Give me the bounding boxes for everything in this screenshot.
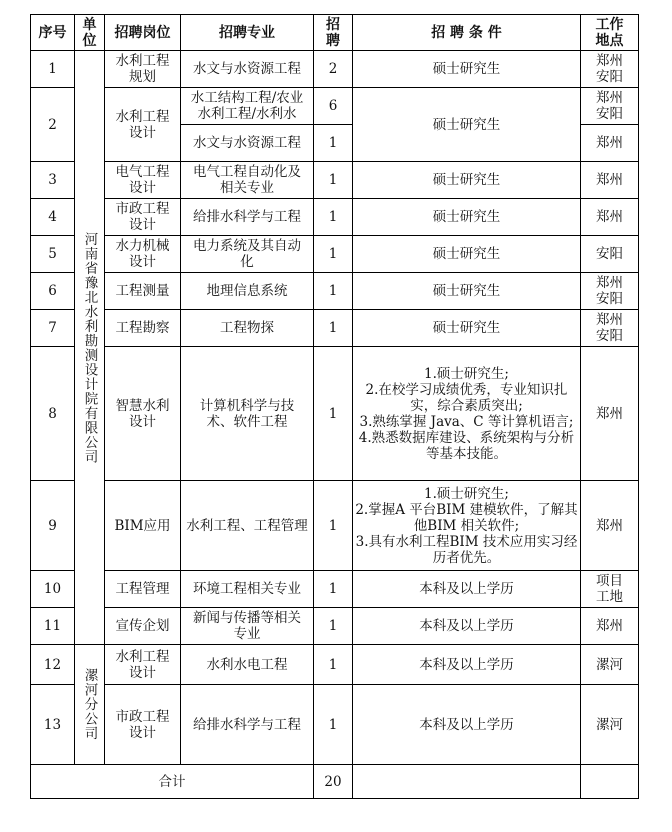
condition-line: 2.在校学习成绩优秀，专业知识扎实，综合素质突出; <box>365 381 568 414</box>
position-text: 水力机械设计 <box>115 238 170 270</box>
cell-seq: 11 <box>31 608 75 645</box>
cell-count: 6 <box>314 88 353 125</box>
cell-seq: 9 <box>31 481 75 571</box>
total-empty-conditions <box>353 765 581 799</box>
cell-major <box>181 162 314 199</box>
unit-main: 河南省豫北水利勘测设计院有限公司 <box>75 51 105 645</box>
cell-location: 郑州 <box>581 481 639 571</box>
position-text: 水利工程设计 <box>115 648 170 681</box>
position-text: 市政工程设计 <box>115 201 170 233</box>
major-text: 计算机科学与技术、软件工程 <box>199 397 295 430</box>
table-row <box>31 236 639 273</box>
cell-seq: 2 <box>31 88 75 162</box>
major-text: 电气工程自动化及相关专业 <box>193 164 301 196</box>
table-row <box>31 645 639 685</box>
header-unit <box>75 15 105 51</box>
cell-count: 1 <box>314 273 353 310</box>
header-unit-text: 单位 <box>82 16 97 49</box>
cell-conditions: 本科及以上学历 <box>353 685 581 765</box>
position-text: 智慧水利设计 <box>115 397 170 430</box>
cell-conditions <box>353 347 581 481</box>
cell-major <box>181 608 314 645</box>
cell-conditions: 硕士研究生 <box>353 236 581 273</box>
cell-location <box>581 51 639 88</box>
cell-conditions: 硕士研究生 <box>353 273 581 310</box>
table-row <box>31 685 639 765</box>
cell-position: 宣传企划 <box>105 608 181 645</box>
cell-count: 1 <box>314 571 353 608</box>
location-text: 郑州安阳 <box>596 90 623 122</box>
cell-position: 工程管理 <box>105 571 181 608</box>
condition-line: 4.熟悉数据库建设、系统架构与分析等基本技能。 <box>358 429 575 462</box>
cell-conditions: 本科及以上学历 <box>353 608 581 645</box>
cell-conditions: 硕士研究生 <box>353 88 581 162</box>
position-text: 电气工程设计 <box>115 164 170 196</box>
cell-count: 1 <box>314 236 353 273</box>
cell-seq: 12 <box>31 645 75 685</box>
cell-major: 水利工程、工程管理 <box>181 481 314 571</box>
cell-location: 安阳 <box>581 236 639 273</box>
table-row <box>31 608 639 645</box>
cell-seq: 4 <box>31 199 75 236</box>
table-header-row <box>31 15 639 51</box>
cell-seq: 13 <box>31 685 75 765</box>
position-text: 水利工程设计 <box>115 108 170 141</box>
unit-branch: 漯河分公司 <box>75 645 105 765</box>
cell-position: 工程勘察 <box>105 310 181 347</box>
cell-position <box>105 645 181 685</box>
header-location-text: 工作地点 <box>595 16 624 49</box>
cell-location: 郑州 <box>581 162 639 199</box>
cell-seq: 10 <box>31 571 75 608</box>
cell-position <box>105 162 181 199</box>
cell-seq: 8 <box>31 347 75 481</box>
header-major: 招聘专业 <box>181 15 314 51</box>
cell-position: BIM应用 <box>105 481 181 571</box>
cell-location: 漯河 <box>581 645 639 685</box>
cell-location: 郑州 <box>581 125 639 162</box>
header-conditions: 招 聘 条 件 <box>353 15 581 51</box>
header-count <box>314 15 353 51</box>
location-text: 郑州安阳 <box>596 312 623 344</box>
cell-major <box>181 347 314 481</box>
header-count-text: 招聘 <box>326 16 340 49</box>
cell-conditions: 硕士研究生 <box>353 199 581 236</box>
cell-count: 2 <box>314 51 353 88</box>
cell-seq: 7 <box>31 310 75 347</box>
cell-major: 给排水科学与工程 <box>181 685 314 765</box>
cell-major <box>181 236 314 273</box>
cell-conditions: 硕士研究生 <box>353 162 581 199</box>
position-text: 市政工程设计 <box>115 708 170 741</box>
major-text: 新闻与传播等相关专业 <box>193 610 301 642</box>
cell-position <box>105 199 181 236</box>
cell-location: 漯河 <box>581 685 639 765</box>
location-text: 郑州安阳 <box>596 53 623 85</box>
total-count: 20 <box>314 765 353 799</box>
cell-conditions: 硕士研究生 <box>353 51 581 88</box>
cell-location <box>581 310 639 347</box>
cell-position <box>105 88 181 162</box>
cell-count: 1 <box>314 608 353 645</box>
table-row <box>31 88 639 125</box>
header-position: 招聘岗位 <box>105 15 181 51</box>
cell-count: 1 <box>314 347 353 481</box>
condition-line: 1.硕士研究生; <box>424 365 509 382</box>
cell-count: 1 <box>314 685 353 765</box>
cell-location: 郑州 <box>581 608 639 645</box>
cell-conditions <box>353 481 581 571</box>
cell-seq: 5 <box>31 236 75 273</box>
condition-line: 3.熟练掌握 Java、C 等计算机语言; <box>359 413 574 430</box>
total-label: 合计 <box>31 765 314 799</box>
cell-conditions: 本科及以上学历 <box>353 571 581 608</box>
table-row <box>31 51 639 88</box>
cell-count: 1 <box>314 199 353 236</box>
cell-count: 1 <box>314 481 353 571</box>
cell-location <box>581 88 639 125</box>
cell-major: 水利水电工程 <box>181 645 314 685</box>
cell-position: 工程测量 <box>105 273 181 310</box>
header-seq: 序号 <box>31 15 75 51</box>
table-row <box>31 571 639 608</box>
cell-conditions: 本科及以上学历 <box>353 645 581 685</box>
condition-line: 1.硕士研究生; <box>424 485 509 502</box>
cell-location <box>581 273 639 310</box>
cell-seq: 1 <box>31 51 75 88</box>
cell-position <box>105 685 181 765</box>
table-row <box>31 481 639 571</box>
table-row <box>31 199 639 236</box>
cell-seq: 3 <box>31 162 75 199</box>
major-text: 电力系统及其自动化 <box>193 238 301 270</box>
cell-major: 地理信息系统 <box>181 273 314 310</box>
table-row <box>31 310 639 347</box>
cell-position <box>105 51 181 88</box>
cell-location <box>581 571 639 608</box>
position-text: 水利工程规划 <box>115 53 170 85</box>
recruitment-table <box>30 14 639 799</box>
table-row <box>31 162 639 199</box>
cell-major: 给排水科学与工程 <box>181 199 314 236</box>
cell-seq: 6 <box>31 273 75 310</box>
total-row <box>31 765 639 799</box>
total-empty-location <box>581 765 639 799</box>
cell-count: 1 <box>314 645 353 685</box>
table-row <box>31 347 639 481</box>
condition-line: 3.具有水利工程BIM 技术应用实习经历者优先。 <box>355 533 578 566</box>
cell-count: 1 <box>314 310 353 347</box>
major-text: 水工结构工程/农业水利工程/水利水 <box>190 90 304 122</box>
cell-major: 环境工程相关专业 <box>181 571 314 608</box>
cell-location: 郑州 <box>581 347 639 481</box>
cell-location: 郑州 <box>581 199 639 236</box>
cell-conditions: 硕士研究生 <box>353 310 581 347</box>
cell-major: 工程物探 <box>181 310 314 347</box>
cell-count: 1 <box>314 162 353 199</box>
cell-position <box>105 236 181 273</box>
cell-major: 水文与水资源工程 <box>181 51 314 88</box>
cell-major: 水文与水资源工程 <box>181 125 314 162</box>
cell-position <box>105 347 181 481</box>
location-text: 项目工地 <box>596 573 623 605</box>
table-row <box>31 273 639 310</box>
cell-major <box>181 88 314 125</box>
condition-line: 2.掌握A 平台BIM 建模软件，了解其他BIM 相关软件; <box>355 501 578 534</box>
header-location <box>581 15 639 51</box>
location-text: 郑州安阳 <box>596 275 623 307</box>
cell-count: 1 <box>314 125 353 162</box>
